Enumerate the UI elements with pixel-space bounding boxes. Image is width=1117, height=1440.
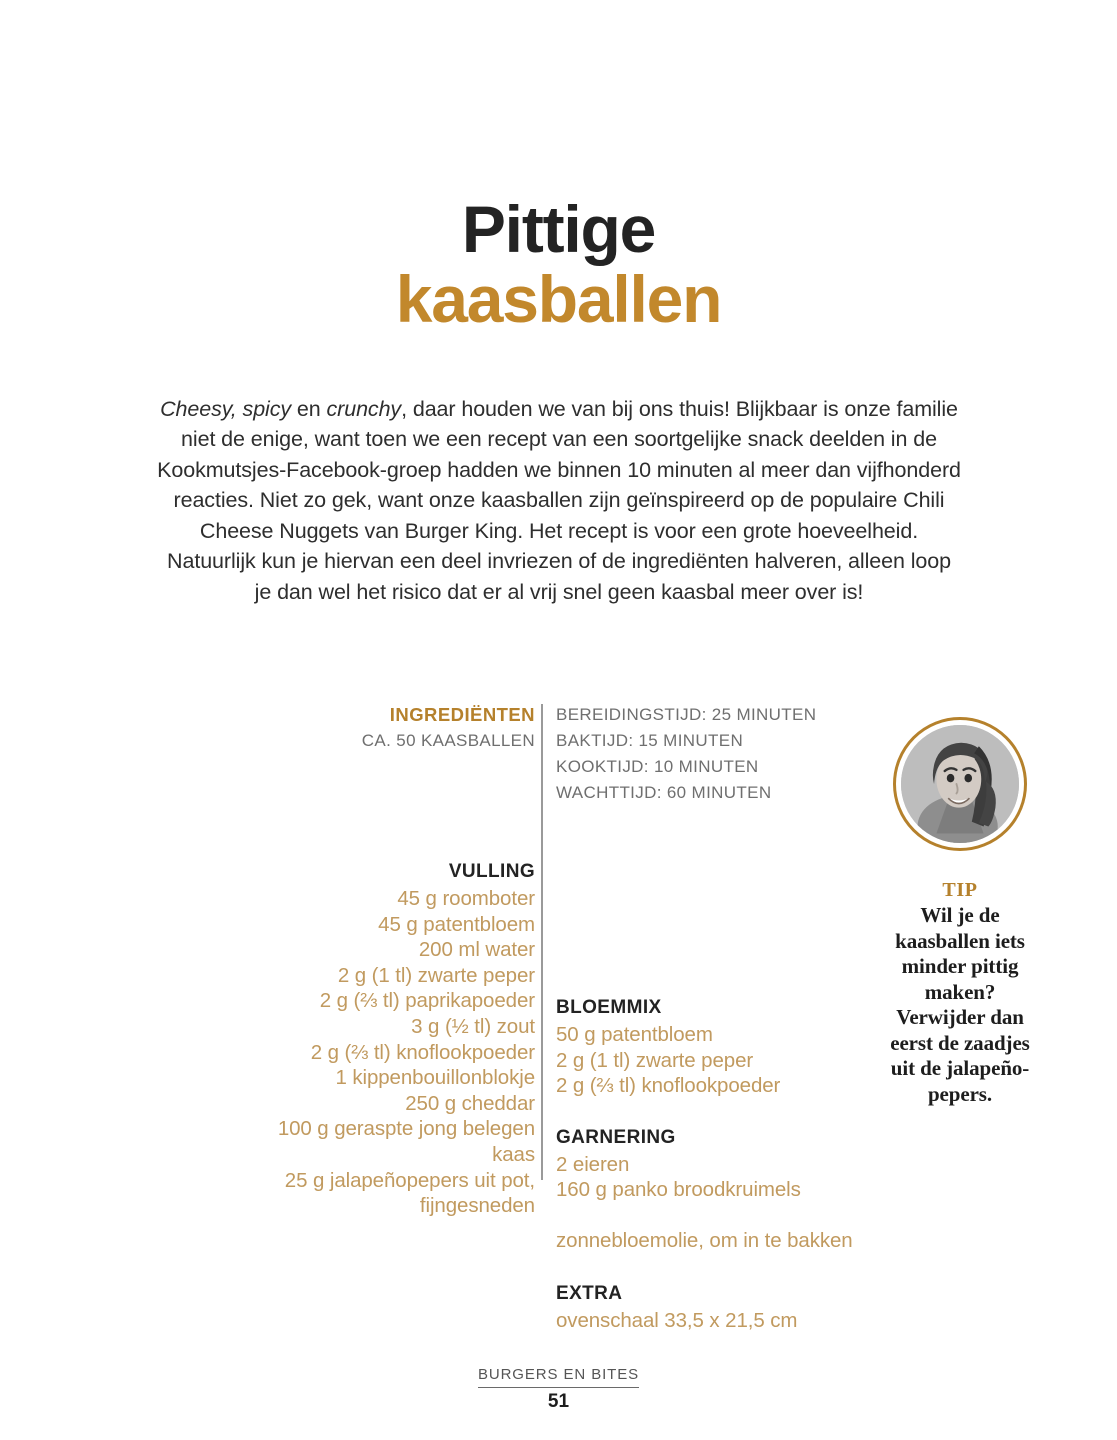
intro-body-text: , daar houden we van bij ons thuis! Blijkbaar is onze familie niet de enige, want toen we een recept van een soortgelijke snack deelden in de Kookmutsjes-Facebook-groep hadden we binnen 10 minuten al meer dan vijfhonderd reacties. Niet zo gek, want onze kaasballen zijn geïnspireerd op de populaire Chili Cheese Nuggets van Burger King. Het recept is voor een grote hoeveelheid. Natuurlijk kun je hiervan een deel invriezen of de ingrediënten halveren, alleen loop je dan wel het risico dat er al vrij snel geen kaasbal meer over is! <box>157 396 961 605</box>
ingredient-item: 100 g geraspte jong belegen kaas <box>277 1117 535 1166</box>
ingredient-item: 1 kippenbouillonblokje <box>335 1066 535 1090</box>
tip-block <box>880 878 1040 1107</box>
section-heading-bloemmix: BLOEMMIX <box>556 997 662 1018</box>
ingredient-item: ovenschaal 33,5 x 21,5 cm <box>556 1308 798 1332</box>
ingredient-item: 25 g jalapeñopepers uit pot, fijngesneden <box>284 1168 535 1218</box>
intro-paragraph <box>156 394 962 608</box>
ingredient-item: 2 g (⅔ tl) knoflookpoeder <box>310 1040 535 1064</box>
page-title <box>0 192 1117 336</box>
ingredient-item: 50 g patentbloem <box>556 1023 713 1046</box>
ingredient-item: 45 g roomboter <box>397 887 535 910</box>
footer-chapter-label: BURGERS EN BITES <box>478 1366 639 1388</box>
title-line-secondary: kaasballen <box>395 261 722 336</box>
tip-heading: TIP <box>942 879 978 901</box>
tip-body: Wil je de kaasballen iets minder pittig maken? Verwijder dan eerst de zaadjes uit de jalapeño-pepers. <box>890 903 1030 1106</box>
ingredient-item: 45 g patentbloem <box>378 912 535 936</box>
section-heading-garnering: GARNERING <box>556 1126 676 1148</box>
ingredients-yield: CA. 50 KAASBALLEN <box>361 731 535 750</box>
section-heading-extra: EXTRA <box>556 1282 623 1304</box>
portrait-photo-icon <box>901 725 1019 843</box>
ingredients-heading: INGREDIËNTEN <box>389 704 535 725</box>
prep-time: BEREIDINGSTIJD: 25 MINUTEN <box>556 705 817 724</box>
ingredient-item: 2 g (⅔ tl) knoflookpoeder <box>556 1074 781 1098</box>
ingredient-item: 3 g (½ tl) zout <box>411 1014 535 1038</box>
section-heading-vulling: VULLING <box>448 861 535 882</box>
ingredient-item: 2 eieren <box>556 1152 630 1176</box>
intro-italic-one: Cheesy, spicy <box>160 396 292 421</box>
intro-italic-two: crunchy <box>326 396 402 421</box>
footer-page-number: 51 <box>547 1391 570 1412</box>
column-divider <box>541 704 543 1180</box>
wait-time: WACHTTIJD: 60 MINUTEN <box>556 783 772 802</box>
title-line-primary: Pittige <box>461 192 656 266</box>
ingredient-item: 2 g (⅔ tl) paprikapoeder <box>319 989 535 1013</box>
ingredient-item: 250 g cheddar <box>405 1091 535 1115</box>
ingredient-item: 160 g panko broodkruimels <box>556 1178 801 1202</box>
intro-connector: en <box>291 396 327 421</box>
cook-time: KOOKTIJD: 10 MINUTEN <box>556 757 759 776</box>
ingredient-item: 200 ml water <box>418 938 535 962</box>
ingredients-right-column <box>556 702 856 1333</box>
ingredients-left-column <box>258 702 535 1219</box>
bake-time: BAKTIJD: 15 MINUTEN <box>556 731 744 750</box>
avatar <box>893 717 1027 851</box>
ingredient-item: 2 g (1 tl) zwarte peper <box>337 963 535 987</box>
ingredient-item: 2 g (1 tl) zwarte peper <box>556 1048 754 1072</box>
ingredient-item-oil: zonnebloemolie, om in te bakken <box>556 1228 853 1252</box>
page-footer <box>0 1366 1117 1414</box>
